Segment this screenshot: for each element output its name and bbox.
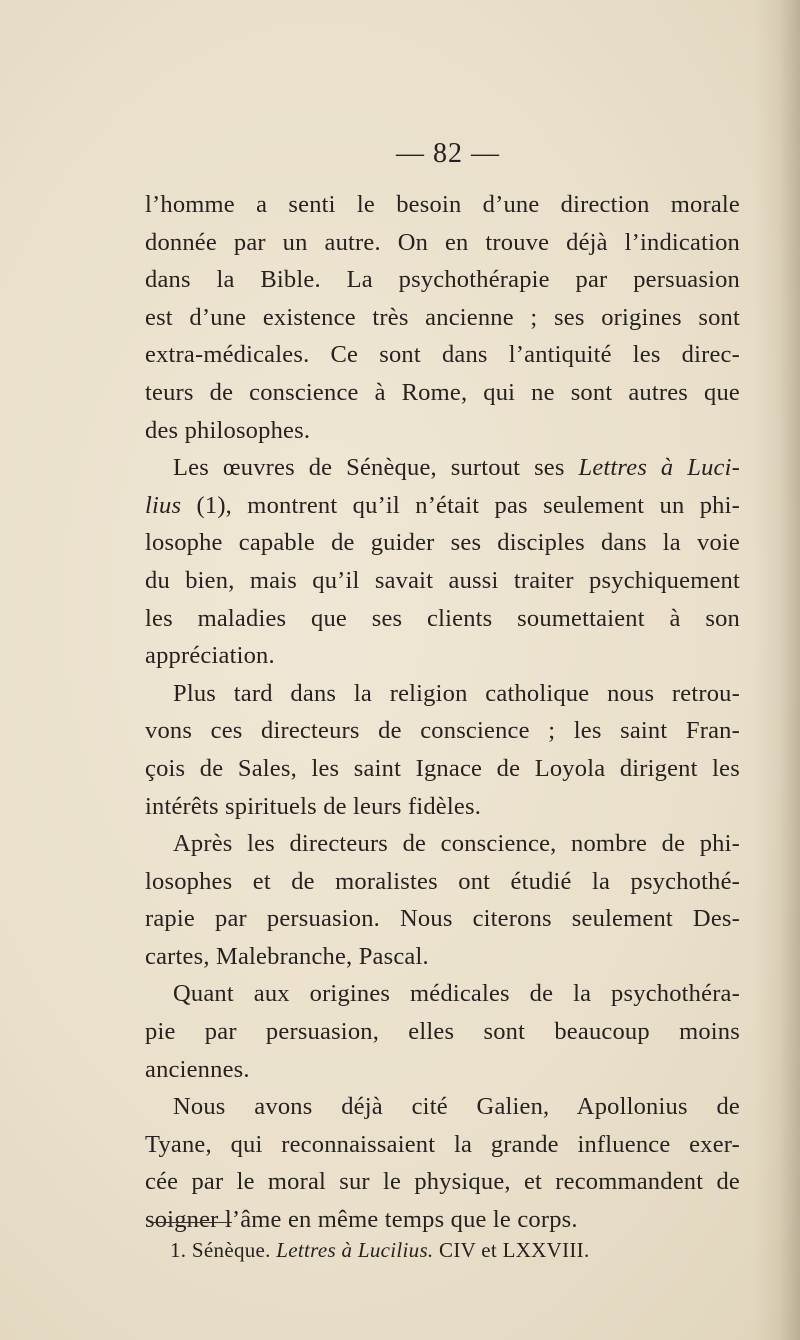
book-title-italic: Lettres à Luci- [578, 454, 740, 482]
book-title-italic: lius [145, 491, 182, 519]
text-line: teurs de conscience à Rome, qui ne sont autres que [145, 378, 740, 406]
text-line: pie par persuasion, elles sont beaucoup moins [145, 1018, 740, 1046]
body-text [145, 186, 740, 1239]
paragraph [145, 975, 740, 1088]
text-line: des philosophes. [145, 416, 311, 444]
paragraph [145, 186, 740, 449]
paragraph [145, 449, 740, 675]
text-line: extra-médicales. Ce sont dans l’antiquité les direc- [145, 341, 740, 369]
text-span: (1), montrent qu’il n’était pas seulement un phi- [181, 491, 740, 519]
footnote [170, 1238, 590, 1263]
text-line: Nous avons déjà cité Galien, Apollonius de [173, 1093, 740, 1121]
footnote-title: Lettres à Lucilius. [276, 1238, 434, 1262]
text-line: losophes et de moralistes ont étudié la psychothé- [145, 867, 740, 895]
paragraph [145, 675, 740, 825]
text-line: losophe capable de guider ses disciples dans la voie [145, 529, 740, 557]
text-line: çois de Sales, les saint Ignace de Loyola dirigent les [145, 754, 740, 782]
text-line: vons ces directeurs de conscience ; les saint Fran- [145, 717, 740, 745]
text-line: du bien, mais qu’il savait aussi traiter psychiquement [145, 566, 740, 594]
text-line: Après les directeurs de conscience, nombre de phi- [173, 830, 740, 858]
footnote-number: 1. [170, 1238, 187, 1262]
page-edge-shadow [754, 0, 800, 1340]
footnote-reference: CIV et LXXVIII. [439, 1238, 590, 1262]
page-number: — 82 — [396, 138, 500, 169]
text-line: cée par le moral sur le physique, et recommandent de [145, 1168, 740, 1196]
text-line: cartes, Malebranche, Pascal. [145, 942, 429, 970]
text-line: est d’une existence très ancienne ; ses origines sont [145, 303, 740, 331]
paragraph [145, 1088, 740, 1238]
text-line: dans la Bible. La psychothérapie par persuasion [145, 266, 740, 294]
text-line: l’homme a senti le besoin d’une direction morale [145, 191, 740, 218]
text-line: les maladies que ses clients soumettaient à son [145, 604, 740, 632]
text-line: donnée par un autre. On en trouve déjà l’indication [145, 228, 740, 256]
text-line: anciennes. [145, 1055, 250, 1083]
paragraph [145, 825, 740, 975]
text-line: intérêts spirituels de leurs fidèles. [145, 792, 482, 820]
text-line: soigner l’âme en même temps que le corps. [145, 1206, 578, 1234]
footnote-rule [150, 1222, 232, 1223]
text-line [145, 487, 740, 525]
text-line [145, 449, 740, 487]
text-line: Tyane, qui reconnaissaient la grande influence exer- [145, 1130, 740, 1158]
text-line: Plus tard dans la religion catholique nous retrou- [173, 679, 740, 707]
text-span: Les œuvres de Sénèque, surtout ses [173, 454, 579, 482]
footnote-author: Sénèque. [191, 1238, 271, 1262]
text-line: rapie par persuasion. Nous citerons seulement Des- [145, 905, 740, 933]
text-line: appréciation. [145, 642, 275, 670]
text-line: Quant aux origines médicales de la psychothéra- [173, 980, 740, 1008]
